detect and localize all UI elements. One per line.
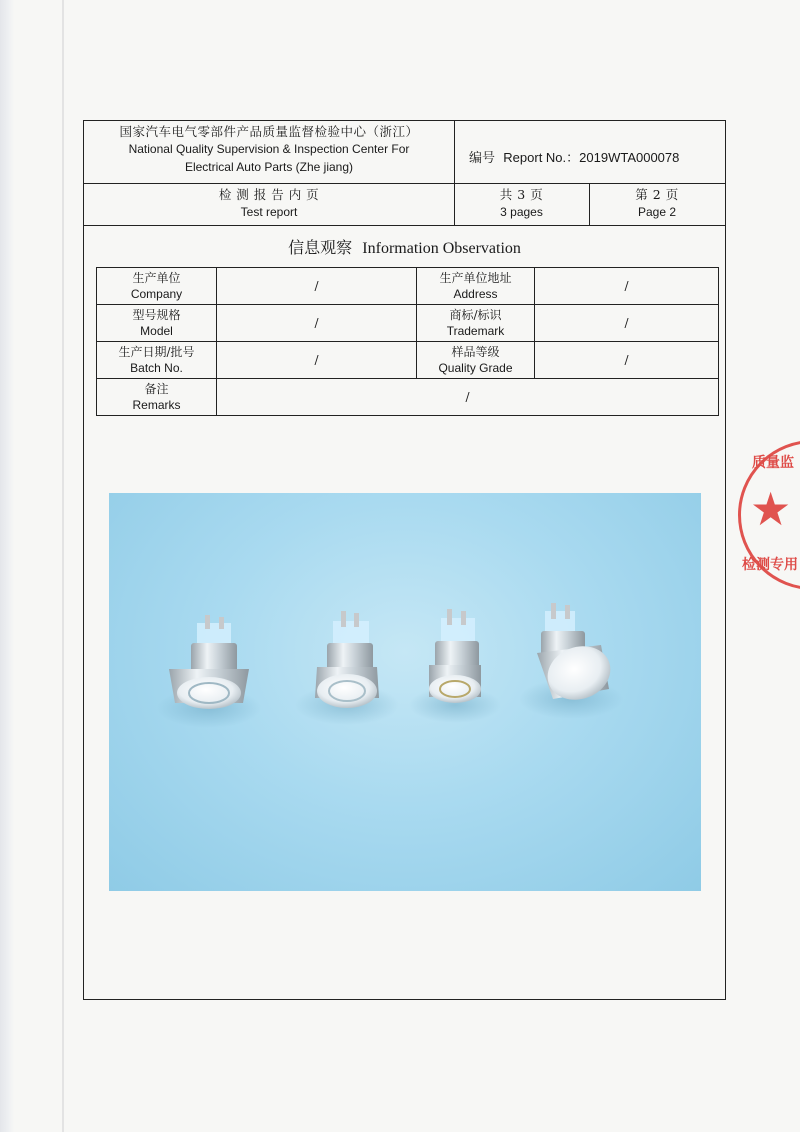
page-number-cn: 第 2 页 [635, 187, 679, 202]
doc-type-cn: 检 测 报 告 内 页 [218, 187, 320, 202]
table-row [97, 342, 719, 379]
total-pages-en: 3 pages [500, 205, 543, 220]
model-value: / [217, 305, 417, 342]
table-row [97, 268, 719, 305]
center-name-cn: 国家汽车电气零部件产品质量监督检验中心（浙江） [119, 124, 419, 139]
total-pages [454, 186, 589, 222]
remarks-label [97, 379, 217, 416]
address-label [417, 268, 535, 305]
header-bottom-border [84, 225, 725, 226]
header-divider [84, 183, 725, 184]
batch-value: / [217, 342, 417, 379]
section-title [84, 235, 725, 258]
sample-photo [109, 493, 701, 891]
center-name [84, 123, 454, 176]
trademark-label [417, 305, 535, 342]
star-icon: ★ [750, 482, 792, 536]
address-value: / [535, 268, 719, 305]
document-type [84, 186, 454, 222]
report-no-value: 2019WTA000078 [579, 150, 680, 165]
section-title-en: Information Observation [362, 240, 521, 257]
label-en: Trademark [446, 324, 505, 338]
label-en: Quality Grade [438, 361, 513, 375]
center-name-en-line1: National Quality Supervision & Inspection Center For [128, 142, 410, 157]
switch-1 [157, 615, 261, 728]
label-en: Batch No. [130, 361, 183, 375]
label-cn: 生产单位地址 [439, 270, 512, 285]
trademark-value: / [535, 305, 719, 342]
report-no-label-cn: 编号 [469, 151, 496, 166]
seal-text-bottom: 检测专用 [742, 557, 798, 573]
switch-4 [519, 603, 623, 719]
seal-text-top: 质量监 [752, 455, 794, 471]
doc-type-en: Test report [240, 205, 298, 220]
page-number-en: Page 2 [637, 205, 677, 220]
scan-edge [0, 0, 14, 1132]
label-en: Remarks [132, 398, 181, 412]
page-fold-line [62, 0, 64, 1132]
center-name-en-line2: Electrical Auto Parts (Zhe jiang) [184, 159, 354, 174]
report-number [469, 147, 679, 166]
company-value: / [217, 268, 417, 305]
quality-grade-value: / [535, 342, 719, 379]
label-cn: 样品等级 [451, 344, 500, 359]
label-cn: 备注 [144, 381, 169, 396]
company-label [97, 268, 217, 305]
information-table [96, 267, 719, 416]
label-cn: 生产日期/批号 [118, 344, 195, 359]
label-cn: 商标/标识 [449, 307, 502, 322]
page-number [589, 186, 725, 222]
table-row [97, 379, 719, 416]
inspection-seal [738, 440, 800, 592]
batch-label [97, 342, 217, 379]
table-row [97, 305, 719, 342]
push-button-switches-illustration [109, 493, 701, 891]
quality-grade-label [417, 342, 535, 379]
model-label [97, 305, 217, 342]
label-en: Model [140, 324, 173, 338]
report-no-label-en: Report No.： [503, 150, 580, 165]
label-en: Company [130, 287, 183, 301]
section-title-cn: 信息观察 [288, 238, 353, 257]
total-pages-cn: 共 3 页 [499, 187, 544, 202]
switch-2 [295, 611, 399, 725]
label-cn: 生产单位 [132, 270, 181, 285]
label-en: Address [453, 287, 498, 301]
remarks-value: / [217, 379, 719, 416]
switch-3 [409, 609, 501, 723]
label-cn: 型号规格 [132, 307, 181, 322]
